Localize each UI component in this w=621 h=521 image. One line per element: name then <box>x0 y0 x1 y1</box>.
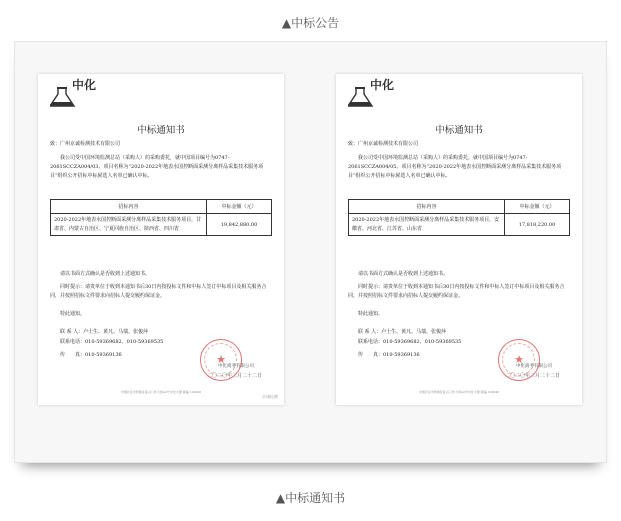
award-notice-document-2 <box>336 74 582 405</box>
award-project-cell: 2020-2022年地表水国控断面采测分离样品采集技术服务项目，安徽省、河北省、江苏省、山东省 <box>349 214 505 236</box>
notice-photo-frame <box>14 41 607 463</box>
award-project-cell: 2020-2022年地表水国控断面采测分离样品采集技术服务项目，甘肃省、内蒙古自治区、宁夏回族自治区、陕西省、四川省 <box>51 214 207 236</box>
notice-paragraph: 我公司受中国环境监测总站（采购人）的采购委托，就中国项目编号为0747-2061SCCZA004/05、项目名称为“2020-2022年地表水国控断面采测分离样品采集技术服务项目”组织公开招标中标候选人名单已确认中标。 <box>348 155 562 179</box>
notice-paragraph: 同时提示：请贵单位于收到本通知书后30日内按投标文件和中标人签订中标项目及相关服务合同，并按照招标文件要求向招标人提交履约保证金。 <box>348 284 565 299</box>
section-caption-announcement: ▲中标公告 <box>281 16 340 30</box>
addressee: 致：广州京诚检测技术有限公司 <box>348 141 419 147</box>
sign-date: 二〇二〇年二月二十二日 <box>206 373 262 379</box>
document-footer: 中国北京市西城区复兴门外大街A2号中化大厦 邮编 100045 <box>418 390 500 394</box>
contact-phone: 联系电话：010-59369682、010-59369535 <box>60 339 164 345</box>
notice-title: 中标通知书 <box>137 125 185 136</box>
table-header-project: 招标内容 <box>51 200 207 214</box>
official-seal-icon: ★ <box>498 339 540 381</box>
award-table <box>50 199 272 236</box>
award-table <box>348 199 570 236</box>
table-header-amount: 中标金额（元） <box>505 200 570 214</box>
section-caption-notice: ▲中标通知书 <box>275 491 346 505</box>
addressee: 致：广州京诚检测技术有限公司 <box>50 141 121 147</box>
notice-paragraph: 同时提示：请贵单位于收到本通知书后30日内按投标文件和中标人签订中标项目及相关服务合同，并按照招标文件要求向招标人提交履约保证金。 <box>50 284 267 299</box>
notice-paragraph: 请以书面方式确认是否收到上述通知书。 <box>60 271 151 277</box>
contact-people: 联 系 人：卢士生、黄凡、马瑞、张俊萍 <box>358 329 447 335</box>
notice-closing: 特此通知。 <box>358 311 384 317</box>
award-amount-cell: 17,818,220.00 <box>505 214 570 236</box>
award-notice-document-1 <box>38 74 284 405</box>
logo-text: 中化 <box>370 78 395 92</box>
notice-title: 中标通知书 <box>435 125 483 136</box>
contact-phone: 联系电话：010-59369682、010-59369535 <box>358 339 462 345</box>
table-header-project: 招标内容 <box>349 200 505 214</box>
contact-fax: 传 真：010-59369136 <box>358 352 420 358</box>
signatory-name: 中化商务有限公司 <box>218 364 254 369</box>
logo-text: 中化 <box>72 78 97 92</box>
document-footer: 中国北京市西城区复兴门外大街A2号中化大厦 邮编 100045 <box>120 390 202 394</box>
watermark: 京诚检测 <box>262 394 278 399</box>
sign-date: 二〇二〇年二月二十二日 <box>504 373 560 379</box>
contact-fax: 传 真：010-59369136 <box>60 352 122 358</box>
signatory-name: 中化商务有限公司 <box>516 364 552 369</box>
official-seal-icon: ★ <box>200 339 242 381</box>
table-header-amount: 中标金额（元） <box>207 200 272 214</box>
notice-paragraph: 请以书面方式确认是否收到上述通知书。 <box>358 271 449 277</box>
award-amount-cell: 19,842,880.00 <box>207 214 272 236</box>
contact-people: 联 系 人：卢士生、黄凡、马瑞、张俊萍 <box>60 329 149 335</box>
notice-closing: 特此通知。 <box>60 311 86 317</box>
notice-paragraph: 我公司受中国环境监测总站（采购人）的采购委托，就中国项目编号为0747-2061SCCZA004/03、项目名称为“2020-2022年地表水国控断面采测分离样品采集技术服务项目”组织公开招标中标候选人名单已确认中标。 <box>50 155 264 179</box>
